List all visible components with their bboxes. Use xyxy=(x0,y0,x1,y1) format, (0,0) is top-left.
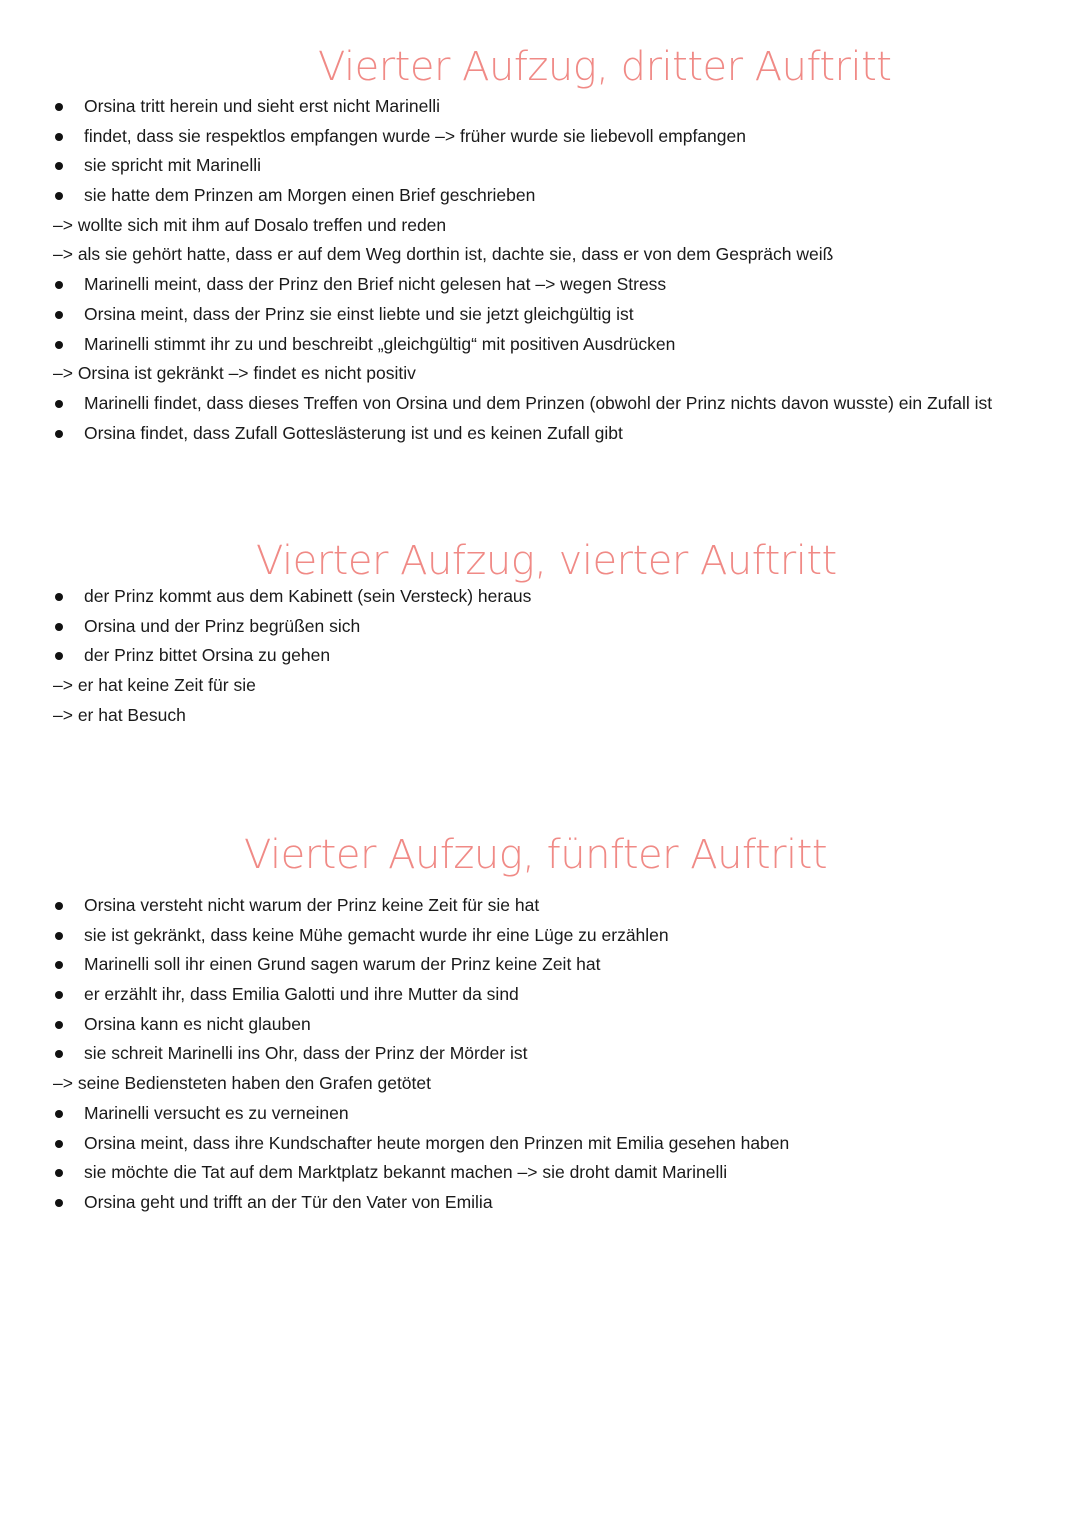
bullet-dot-icon xyxy=(55,652,63,660)
item-text: Marinelli soll ihr einen Grund sagen warum der Prinz keine Zeit hat xyxy=(84,954,601,975)
arrow-item xyxy=(0,701,1080,731)
bullet-item xyxy=(0,330,1080,360)
section-vierter-auftritt xyxy=(0,534,1080,730)
item-text: sie hatte dem Prinzen am Morgen einen Brief geschrieben xyxy=(84,185,536,206)
bullet-item xyxy=(0,1099,1080,1129)
item-text: Orsina meint, dass ihre Kundschafter heute morgen den Prinzen mit Emilia gesehen haben xyxy=(84,1132,790,1153)
section-heading: Vierter Aufzug, dritter Auftritt xyxy=(318,44,892,90)
bullet-dot-icon xyxy=(55,400,63,408)
note-list xyxy=(0,582,1080,730)
item-text: Orsina und der Prinz begrüßen sich xyxy=(84,615,361,636)
section-dritter-auftritt xyxy=(0,40,1080,448)
item-text: –> seine Bediensteten haben den Grafen getötet xyxy=(53,1073,432,1094)
bullet-item xyxy=(0,950,1080,980)
bullet-item xyxy=(0,389,1080,419)
note-list xyxy=(0,92,1080,448)
bullet-item xyxy=(0,122,1080,152)
item-text: Orsina kann es nicht glauben xyxy=(84,1013,311,1034)
bullet-dot-icon xyxy=(55,1199,63,1207)
item-text: er erzählt ihr, dass Emilia Galotti und ihre Mutter da sind xyxy=(84,984,519,1005)
item-text: sie schreit Marinelli ins Ohr, dass der Prinz der Mörder ist xyxy=(84,1043,528,1064)
bullet-dot-icon xyxy=(55,932,63,940)
item-text: Orsina tritt herein und sieht erst nicht Marinelli xyxy=(84,96,440,116)
bullet-dot-icon xyxy=(55,991,63,999)
bullet-dot-icon xyxy=(55,1050,63,1058)
arrow-item xyxy=(0,1069,1080,1099)
bullet-item xyxy=(0,181,1080,211)
arrow-item xyxy=(0,240,1080,270)
item-text: Marinelli meint, dass der Prinz den Brief nicht gelesen hat –> wegen Stress xyxy=(84,274,667,295)
bullet-item xyxy=(0,921,1080,951)
item-text: Orsina findet, dass Zufall Gotteslästerung ist und es keinen Zufall gibt xyxy=(84,422,623,443)
item-text: –> als sie gehört hatte, dass er auf dem Weg dorthin ist, dachte sie, dass er von dem Gespräch weiß xyxy=(53,244,834,265)
bullet-item xyxy=(0,980,1080,1010)
bullet-item xyxy=(0,300,1080,330)
section-heading: Vierter Aufzug, vierter Auftritt xyxy=(256,538,837,584)
bullet-item xyxy=(0,419,1080,449)
note-list xyxy=(0,891,1080,1218)
item-text: sie spricht mit Marinelli xyxy=(84,155,261,176)
bullet-dot-icon xyxy=(55,593,63,601)
bullet-dot-icon xyxy=(55,1140,63,1148)
bullet-dot-icon xyxy=(55,281,63,289)
bullet-dot-icon xyxy=(55,1110,63,1118)
bullet-item xyxy=(0,1010,1080,1040)
bullet-dot-icon xyxy=(55,430,63,438)
item-text: findet, dass sie respektlos empfangen wurde –> früher wurde sie liebevoll empfangen xyxy=(84,125,746,146)
bullet-item xyxy=(0,891,1080,921)
item-text: –> er hat Besuch xyxy=(53,704,186,725)
arrow-item xyxy=(0,671,1080,701)
item-text: Orsina meint, dass der Prinz sie einst liebte und sie jetzt gleichgültig ist xyxy=(84,303,634,324)
bullet-dot-icon xyxy=(55,192,63,200)
item-text: Marinelli stimmt ihr zu und beschreibt „gleichgültig“ mit positiven Ausdrücken xyxy=(84,333,676,354)
bullet-dot-icon xyxy=(55,103,63,111)
item-text: Marinelli findet, dass dieses Treffen von Orsina und dem Prinzen (obwohl der Prinz nichts davon wusste) ein Zufall ist xyxy=(84,392,993,413)
section-heading: Vierter Aufzug, fünfter Auftritt xyxy=(244,832,828,878)
arrow-item xyxy=(0,359,1080,389)
bullet-dot-icon xyxy=(55,133,63,141)
bullet-item xyxy=(0,1039,1080,1069)
bullet-item xyxy=(0,1158,1080,1188)
item-text: Marinelli versucht es zu verneinen xyxy=(84,1102,349,1123)
bullet-item xyxy=(0,270,1080,300)
item-text: –> Orsina ist gekränkt –> findet es nicht positiv xyxy=(53,363,416,384)
bullet-dot-icon xyxy=(55,311,63,319)
item-text: Orsina geht und trifft an der Tür den Vater von Emilia xyxy=(84,1191,493,1212)
item-text: sie ist gekränkt, dass keine Mühe gemacht wurde ihr eine Lüge zu erzählen xyxy=(84,924,669,945)
bullet-item xyxy=(0,1129,1080,1159)
bullet-item xyxy=(0,612,1080,642)
item-text: der Prinz bittet Orsina zu gehen xyxy=(84,645,331,666)
bullet-dot-icon xyxy=(55,902,63,910)
bullet-dot-icon xyxy=(55,1169,63,1177)
item-text: –> er hat keine Zeit für sie xyxy=(53,675,256,696)
bullet-dot-icon xyxy=(55,961,63,969)
item-text: –> wollte sich mit ihm auf Dosalo treffen und reden xyxy=(53,214,447,235)
bullet-item xyxy=(0,151,1080,181)
section-fuenfter-auftritt xyxy=(0,828,1080,1218)
item-text: sie möchte die Tat auf dem Marktplatz bekannt machen –> sie droht damit Marinelli xyxy=(84,1162,728,1183)
bullet-dot-icon xyxy=(55,623,63,631)
bullet-dot-icon xyxy=(55,1021,63,1029)
bullet-item xyxy=(0,92,1080,122)
item-text: der Prinz kommt aus dem Kabinett (sein Versteck) heraus xyxy=(84,586,532,606)
bullet-item xyxy=(0,1188,1080,1218)
bullet-item xyxy=(0,641,1080,671)
bullet-item xyxy=(0,582,1080,612)
bullet-dot-icon xyxy=(55,341,63,349)
arrow-item xyxy=(0,211,1080,241)
item-text: Orsina versteht nicht warum der Prinz keine Zeit für sie hat xyxy=(84,895,540,915)
bullet-dot-icon xyxy=(55,162,63,170)
